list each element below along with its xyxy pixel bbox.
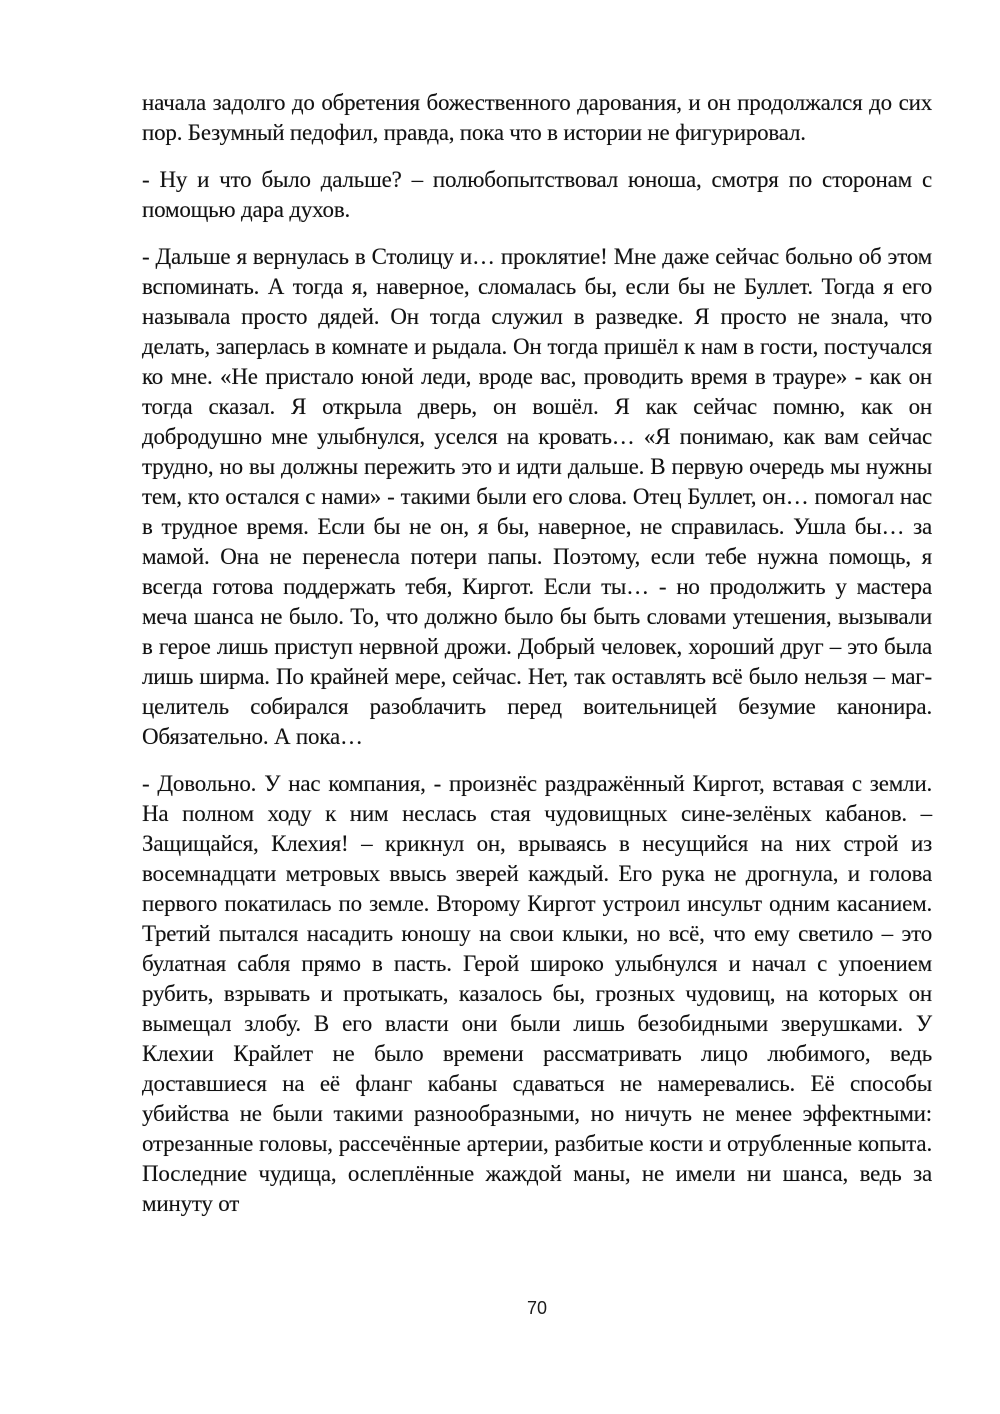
paragraph-4: - Довольно. У нас компания, - произнёс раздражённый Киргот, вставая с земли. На полном ходу к ним неслась стая чудовищных сине-зелёных кабанов. – Защищайся, Клехия! – крикнул он, врываясь в несущийся на них строй из восемнадцати метровых ввысь зверей каждый. Его рука не дрогнула, и голова первого покатилась по земле. Второму Киргот устроил инсульт одним касанием. Третий пытался насадить юношу на свои клыки, но всё, что ему светило – это булатная сабля прямо в пасть. Герой широко улыбнулся и начал с упоением рубить, взрывать и протыкать, казалось бы, грозных чудовищ, на которых он вымещал злобу. В его власти они были лишь безобидными зверушками. У Клехии Крайлет не было времени рассматривать лицо любимого, ведь доставшиеся на её фланг кабаны сдаваться не намеревались. Её способы убийства не были такими разнообразными, но ничуть не менее эффектными: отрезанные головы, рассечённые артерии, разбитые кости и отрубленные копыта. Последние чудища, ослеплённые жаждой маны, не имели ни шанса, ведь за минуту от: [142, 771, 932, 1216]
paragraph-1: начала задолго до обретения божественного дарования, и он продолжался до сих пор. Безумный педофил, правда, пока что в истории не фигурировал.: [142, 90, 932, 145]
text-block: [142, 88, 932, 1236]
page-number: 70: [526, 1298, 548, 1318]
paragraph-3: - Дальше я вернулась в Столицу и… проклятие! Мне даже сейчас больно об этом вспоминать. А тогда я, наверное, сломалась бы, если бы не Буллет. Тогда я его называла просто дядей. Он тогда служил в разведке. Я просто не знала, что делать, заперлась в комнате и рыдала. Он тогда пришёл к нам в гости, постучался ко мне. «Не пристало юной леди, вроде вас, проводить время в трауре» - как он тогда сказал. Я открыла дверь, он вошёл. Я как сейчас помню, как он добродушно мне улыбнулся, уселся на кровать… «Я понимаю, как вам сейчас трудно, но вы должны пережить это и идти дальше. В первую очередь мы нужны тем, кто остался с нами» - такими были его слова. Отец Буллет, он… помогал нас в трудное время. Если бы не он, я бы, наверное, не справилась. Ушла бы… за мамой. Она не перенесла потери папы. Поэтому, если тебе нужна помощь, я всегда готова поддержать тебя, Киргот. Если ты… - но продолжить у мастера меча шанса не было. То, что должно было бы быть словами утешения, вызывали в герое лишь приступ нервной дрожи. Добрый человек, хороший друг – это была лишь ширма. По крайней мере, сейчас. Нет, так оставлять всё было нельзя – маг-целитель собирался разоблачить перед воительницей безумие канонира. Обязательно. А пока…: [142, 244, 932, 749]
paragraph-2: - Ну и что было дальше? – полюбопытствовал юноша, смотря по сторонам с помощью дара духов.: [142, 167, 932, 222]
